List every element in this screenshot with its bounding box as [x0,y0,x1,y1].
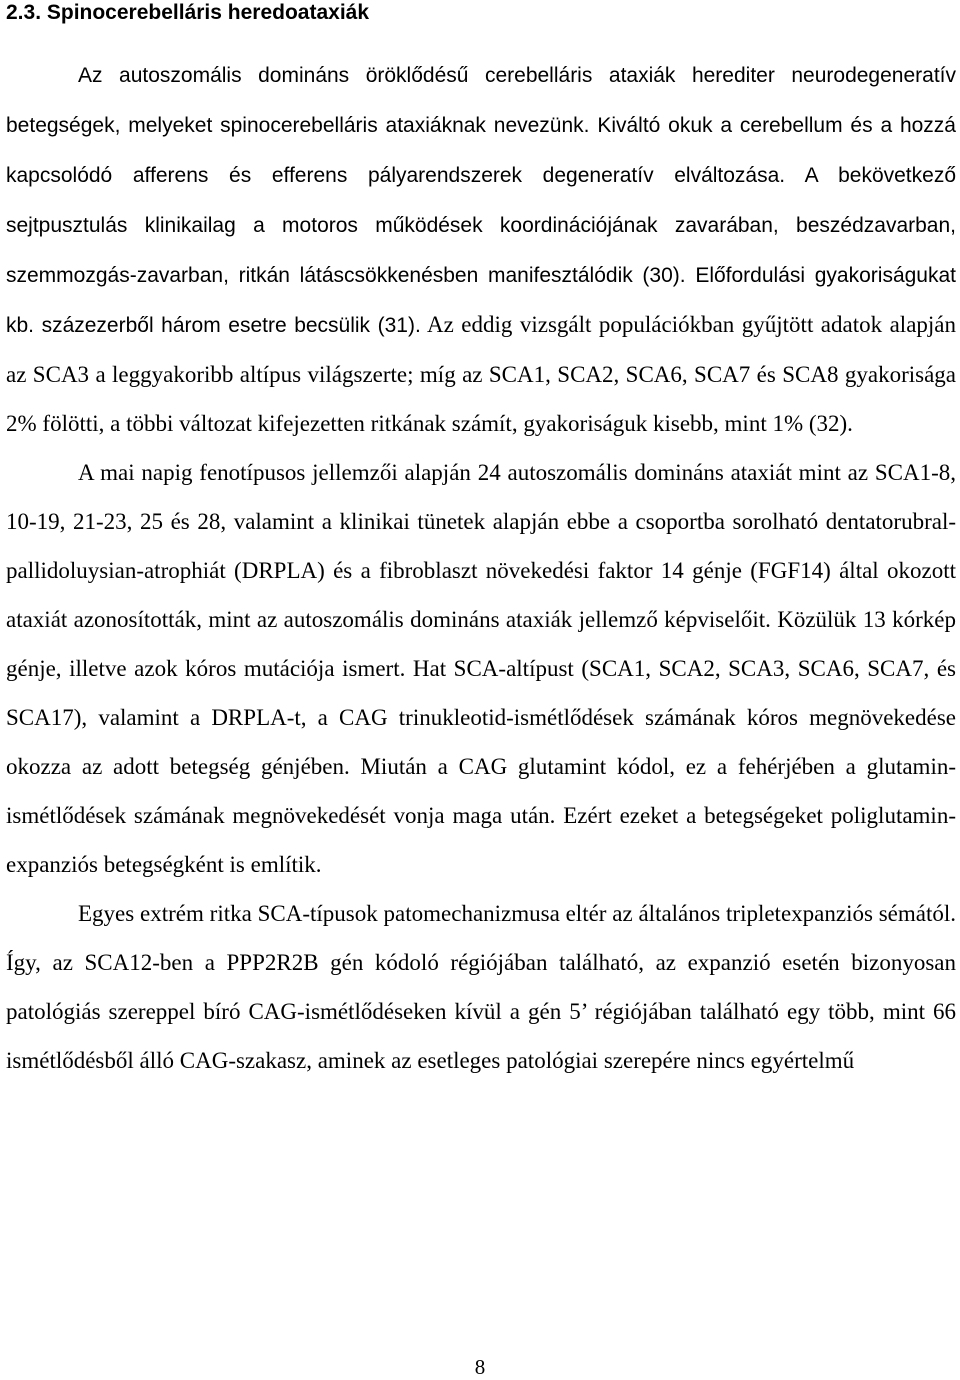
paragraph-2: A mai napig fenotípusos jellemzői alapján 24 autoszomális domináns ataxiát mint az SCA1-8, 10-19, 21-23, 25 és 28, valamint a klinikai tünetek alapján ebbe a csoportba sorolható dentatorubral-pallidoluysian-atrophiát (DRPLA) és a fibroblaszt növekedési faktor 14 génje (FGF14) által okozott ataxiát azonosították, mint az autoszomális domináns ataxiák jellemző képviselőit. Közülük 13 kórkép génje, illetve azok kóros mutációja ismert. Hat SCA-altípust (SCA1, SCA2, SCA3, SCA6, SCA7, és SCA17), valamint a DRPLA-t, a CAG trinukleotid-ismétlődések számának kóros megnövekedése okozza az adott betegség génjében. Miután a CAG glutamint kódol, ez a fehérjében a glutamin-ismétlődések számának megnövekedését vonja maga után. Ezért ezeket a betegségeket poliglutamin-expanziós betegségként is említik. [6,460,956,877]
paragraph-1-part-a: Az autoszomális domináns öröklődésű cerebelláris ataxiák herediter neurodegeneratív betegségek, melyeket spinocerebelláris ataxiáknak nevezünk. Kiváltó okuk a cerebellum és a hozzá kapcsolódó afferens és efferens pályarendszerek degeneratív elváltozása. A bekövetkező sejtpusztulás klinikailag a motoros működések koordinációjának zavarában, beszédzavarban, szemmozgás-zavarban, ritkán látáscsökkenésben manifesztálódik (30). Előfordulási gyakoriságukat kb. százezerből három esetre becsülik (31). [6,64,956,337]
paragraph-1 [6,50,956,448]
page-number: 8 [474,1355,486,1379]
paragraph-1-part-b: Az eddig vizsgált populációkban gyűjtött adatok alapján az SCA3 a leggyakoribb altípus világszerte; míg az SCA1, SCA2, SCA6, SCA7 és SCA8 gyakorisága 2% fölötti, a többi változat kifejezetten ritkának számít, gyakoriságuk kisebb, mint 1% (32). [6,312,956,436]
paragraph-3: Egyes extrém ritka SCA-típusok patomechanizmusa eltér az általános tripletexpanziós sémától. Így, az SCA12-ben a PPP2R2B gén kódoló régiójában található, az expanzió esetén bizonyosan patológiás szereppel bíró CAG-ismétlődéseken kívül a gén 5’ régiójában található egy több, mint 66 ismétlődésből álló CAG-szakasz, aminek az esetleges patológiai szerepére nincs egyértelmű [6,901,956,1073]
section-heading: 2.3. Spinocerebelláris heredoataxiák [6,1,370,24]
document-page [6,0,956,1085]
